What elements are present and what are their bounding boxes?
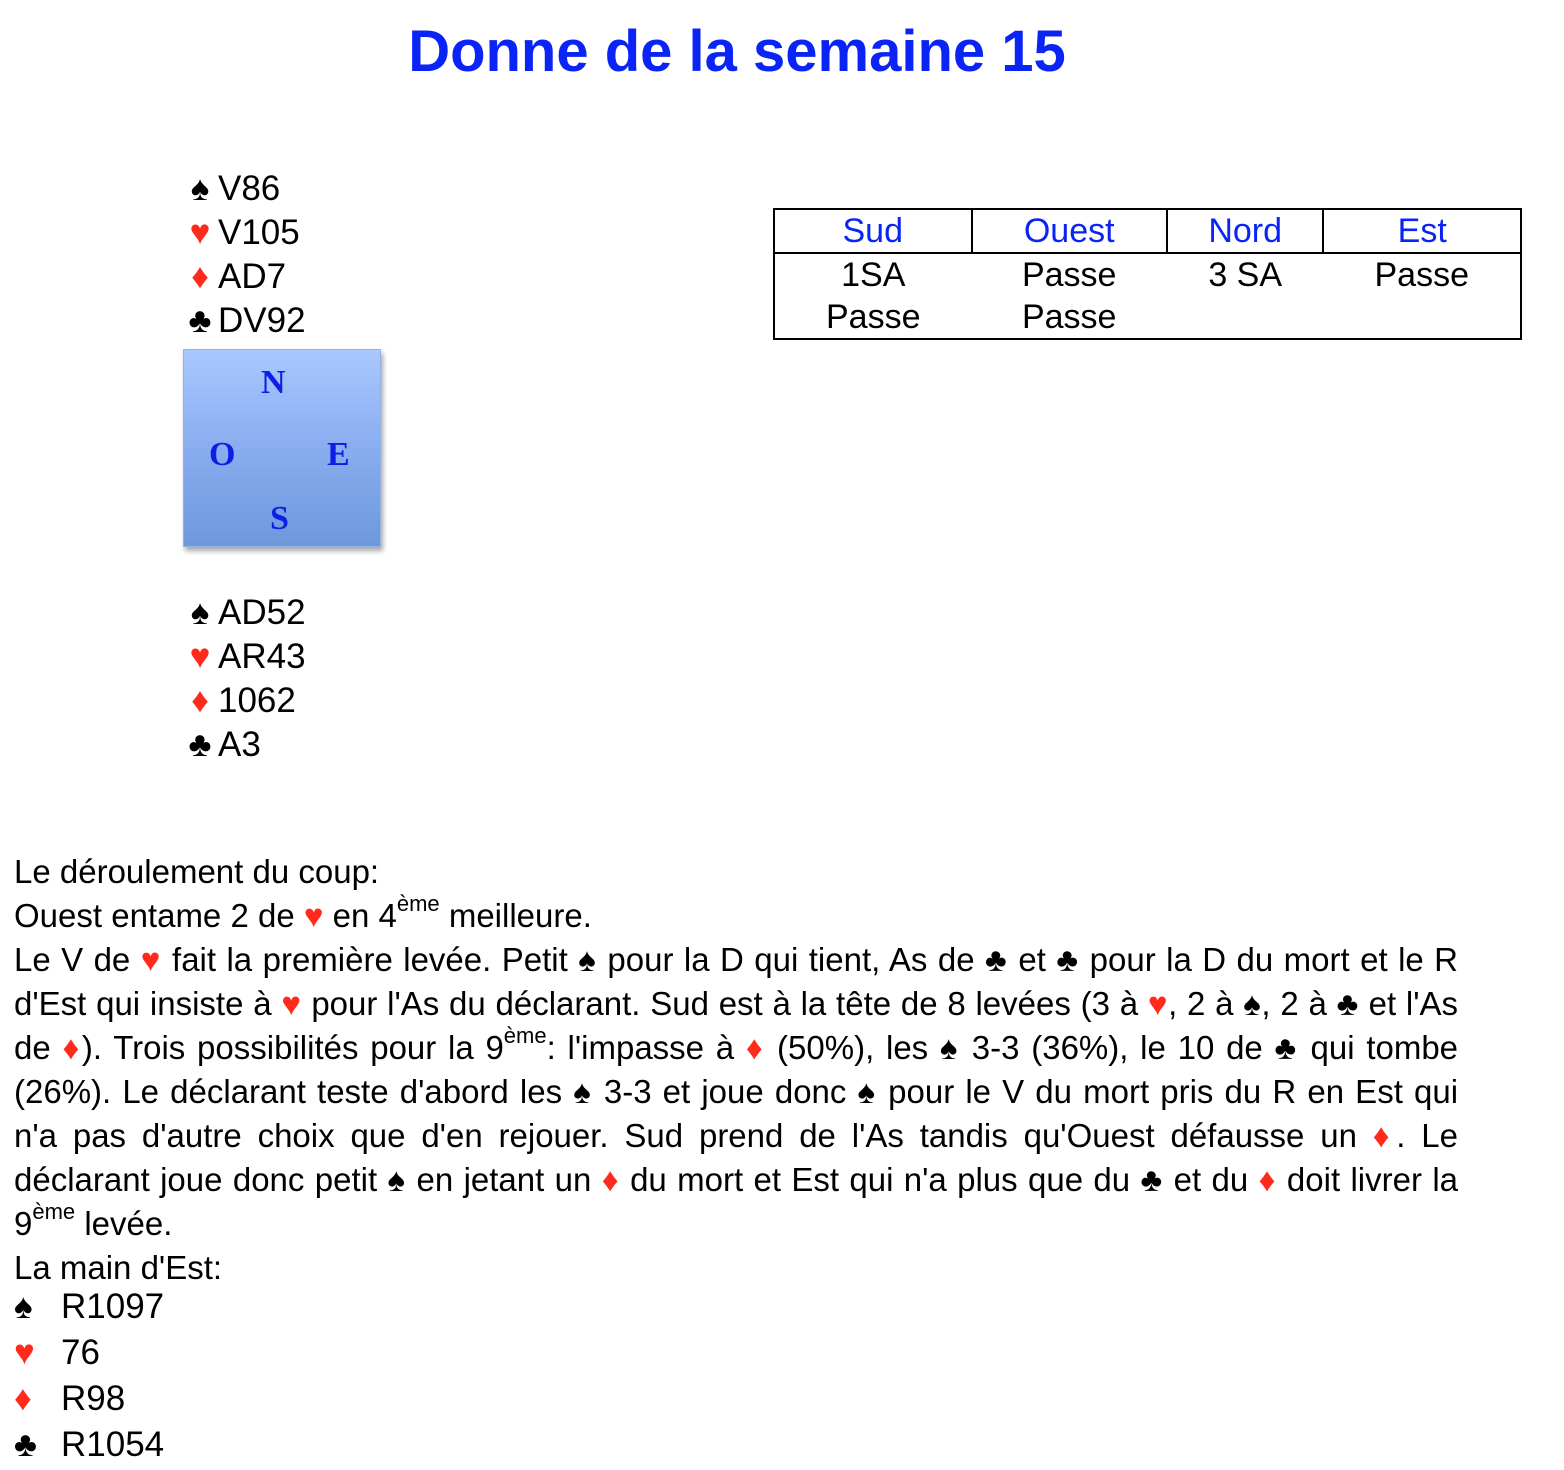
club-icon: ♣ [1140,1161,1164,1198]
east-diamonds-cards: R98 [61,1379,126,1418]
narrative-text: : l'impasse à [546,1029,746,1066]
diamond-icon: ♦ [1258,1161,1277,1198]
diamond-icon: ♦ [191,257,209,296]
narrative-heading: Le déroulement du coup: [14,853,380,890]
heart-icon: ♥ [1147,985,1169,1022]
heart-icon: ♥ [189,213,211,252]
club-icon: ♣ [1274,1029,1299,1066]
narrative-text: en 4 [323,897,397,934]
narrative-text: du mort et Est qui n'a plus que du [619,1161,1141,1198]
play-narrative [14,850,1458,1290]
narrative-text: qui tombe (26%). Le déclarant teste d'abord les [14,1029,1459,1110]
bidding-row [774,296,1521,339]
north-hearts [182,211,306,255]
spade-icon: ♠ [578,941,597,978]
narrative-text: ). Trois possibilités pour la 9 [81,1029,504,1066]
spade-icon: ♠ [857,1073,878,1110]
narrative-text: doit livrer la 9 [14,1161,1458,1242]
south-spades [182,591,306,635]
heart-icon: ♥ [303,897,324,934]
heart-icon: ♥ [14,1333,35,1372]
bid-cell: Passe [1021,256,1117,294]
bid-cell: 1SA [774,253,972,296]
east-spades [14,1284,164,1330]
club-icon: ♣ [188,725,212,764]
compass-north: N [261,364,286,401]
east-hearts-cards: 76 [61,1333,100,1372]
north-hearts-cards: V105 [218,213,300,252]
club-icon: ♣ [1336,985,1359,1022]
north-hand [182,167,306,343]
narrative-text: pour l'As du déclarant. Sud est à la tête de 8 levées (3 à [301,985,1148,1022]
superscript: ème [32,1199,76,1224]
narrative-text: pour la D du mort et le R d'Est qui insiste à [14,941,1459,1022]
bidding-header-nord: Nord [1167,209,1324,253]
south-hearts-cards: AR43 [218,637,306,676]
narrative-text: 3-3 et joue donc [592,1073,858,1110]
diamond-icon: ♦ [62,1029,82,1066]
bidding-header-row [774,209,1521,253]
narrative-text: . Le déclarant joue donc petit [14,1117,1459,1198]
spade-icon: ♠ [190,169,210,208]
bidding-header-ouest: Ouest [972,209,1167,253]
spade-icon: ♠ [190,593,210,632]
spade-icon: ♠ [1243,985,1262,1022]
superscript: ème [396,891,440,916]
heart-icon: ♥ [140,941,162,978]
south-hearts [182,635,306,679]
east-hearts [14,1330,164,1376]
diamond-icon: ♦ [1372,1117,1397,1154]
east-clubs [14,1422,164,1468]
narrative-text: et du [1163,1161,1259,1198]
bid-cell: 3 SA [1208,256,1283,294]
club-icon: ♣ [14,1425,37,1464]
east-clubs-cards: R1054 [61,1425,165,1464]
narrative-text: meilleure. [439,897,592,934]
east-hand [14,1284,164,1468]
diamond-icon: ♦ [14,1379,32,1418]
compass-south: S [270,500,289,537]
narrative-paragraph [14,938,1458,1246]
spade-icon: ♠ [939,1029,961,1066]
narrative-text: , 2 à [1168,985,1244,1022]
spade-icon: ♠ [387,1161,407,1198]
bidding-table [773,208,1522,340]
narrative-text: pour la D qui tient, As de [597,941,986,978]
bid-cell [1323,296,1521,339]
narrative-text: 3-3 (36%), le 10 de [960,1029,1275,1066]
spade-icon: ♠ [14,1287,33,1326]
heart-icon: ♥ [281,985,302,1022]
diamond-icon: ♦ [191,681,209,720]
compass-west: O [209,436,236,473]
compass-table-diagram [183,349,381,547]
narrative-text: levée. [75,1205,173,1242]
north-diamonds [182,255,306,299]
heart-icon: ♥ [189,637,211,676]
east-spades-cards: R1097 [61,1287,165,1326]
narrative-text: en jetant un [406,1161,602,1198]
narrative-lead [14,891,1458,938]
bidding-row [774,253,1521,296]
narrative-text: Ouest entame 2 de [14,897,304,934]
club-icon: ♣ [1056,941,1080,978]
diamond-icon: ♦ [601,1161,620,1198]
spade-icon: ♠ [573,1073,593,1110]
south-diamonds-cards: 1062 [218,681,296,720]
bid-cell [1167,296,1324,339]
narrative-text: Le V de [14,941,141,978]
north-spades [182,167,306,211]
north-clubs-cards: DV92 [218,301,306,340]
south-spades-cards: AD52 [218,593,306,632]
page-title: Donne de la semaine 15 [408,19,1066,84]
club-icon: ♣ [188,301,212,340]
narrative-text: et l'As de [14,985,1459,1066]
south-clubs [182,723,306,767]
bid-cell: Passe [1323,253,1521,296]
club-icon: ♣ [985,941,1008,978]
diamond-icon: ♦ [745,1029,766,1066]
east-diamonds [14,1376,164,1422]
bidding-header-est: Est [1323,209,1521,253]
north-clubs [182,299,306,343]
north-spades-cards: V86 [218,169,281,208]
bid-cell: Passe [774,296,972,339]
narrative-text: fait la première levée. Petit [161,941,579,978]
bidding-header-sud: Sud [774,209,972,253]
south-diamonds [182,679,306,723]
superscript: ème [503,1023,547,1048]
narrative-text: pour le V du mort pris du R en Est qui n'a pas d'autre choix que d'en rejouer. Sud prend de l'As tandis qu'Ouest défausse un [14,1073,1459,1154]
east-hand-heading: La main d'Est: [14,1249,223,1286]
north-diamonds-cards: AD7 [218,257,287,296]
narrative-text: , 2 à [1261,985,1337,1022]
compass-east: E [327,436,350,473]
bid-cell: Passe [972,296,1167,339]
narrative-text: (50%), les [765,1029,940,1066]
narrative-text: et [1007,941,1057,978]
south-hand [182,591,306,767]
south-clubs-cards: A3 [218,725,261,764]
